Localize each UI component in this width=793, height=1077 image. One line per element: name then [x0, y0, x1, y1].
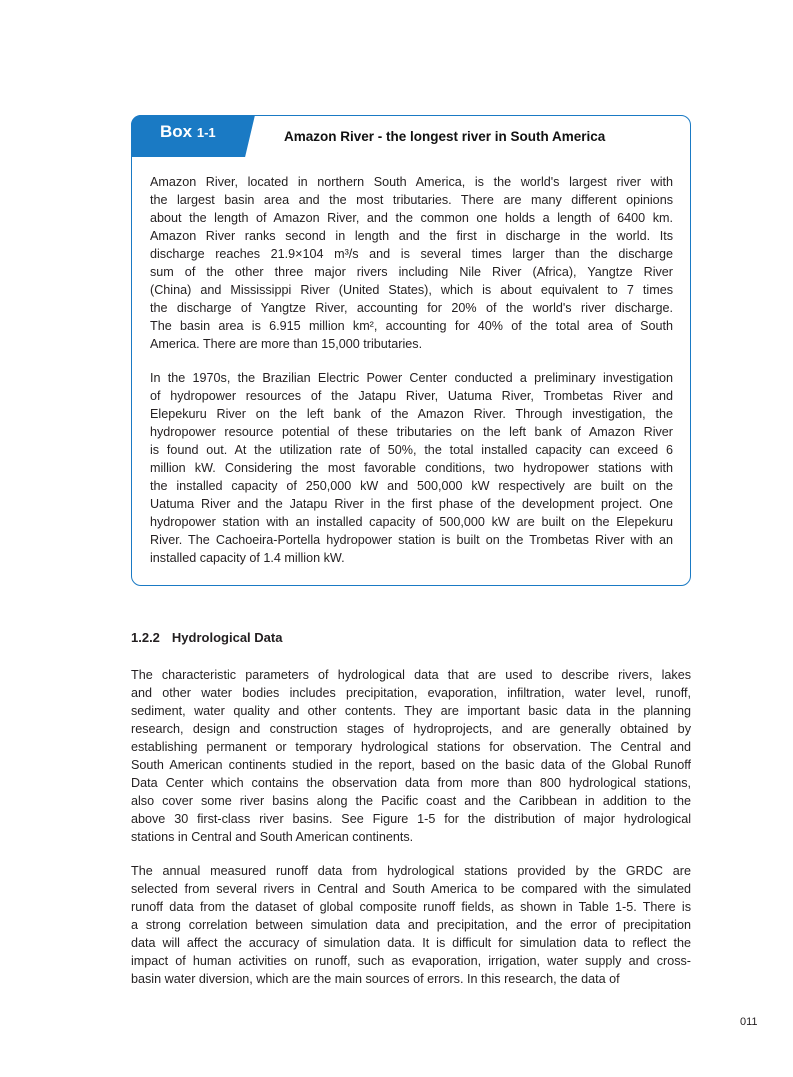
text-line: discharge reaches 21.9×104 m³/s and is several times larger than the discharge	[150, 247, 673, 261]
text-line: also cover some river basins along the Pacific coast and the Caribbean in addition to the	[131, 794, 691, 808]
text-line: Elepekuru River on the left bank of the Amazon River. Through investigation, the	[150, 407, 673, 421]
text-line: The characteristic parameters of hydrological data that are used to describe rivers, lakes	[131, 668, 691, 682]
text-line: a strong correlation between simulation data and precipitation, and the error of precipitation	[131, 918, 691, 932]
text-line: Uatuma River and the Jatapu River in the first phase of the development project. One	[150, 497, 673, 511]
text-line: runoff data from the dataset of global composite runoff fields, as shown in Table 1-5. There is	[131, 900, 691, 914]
text-line: of hydropower resources of the Jatapu River, Uatuma River, Trombetas River and	[150, 389, 673, 403]
text-line: Amazon River, located in northern South America, is the world's largest river with	[150, 175, 673, 189]
box-label-text: Box	[160, 122, 193, 141]
text-line: (China) and Mississippi River (United States), which is about equivalent to 7 times	[150, 283, 673, 297]
text-line: research, design and construction stages of hydroprojects, and are generally obtained by	[131, 722, 691, 736]
text-line: hydropower station with an installed capacity of 500,000 kW are built on the Elepekuru	[150, 515, 673, 529]
text-line: selected from several rivers in Central and South America to be compared with the simulated	[131, 882, 691, 896]
section-heading	[131, 630, 282, 645]
info-box	[131, 115, 691, 586]
text-line: Data Center which contains the observation data from more than 800 hydrological stations,	[131, 776, 691, 790]
text-line: the discharge of Yangtze River, accounting for 20% of the world's river discharge.	[150, 301, 673, 315]
text-line: The annual measured runoff data from hydrological stations provided by the GRDC are	[131, 864, 691, 878]
box-label	[160, 122, 216, 142]
text-line: million kW. Considering the most favorable conditions, two hydropower stations with	[150, 461, 673, 475]
box-number: 1-1	[196, 125, 216, 140]
text-line: In the 1970s, the Brazilian Electric Power Center conducted a preliminary investigation	[150, 371, 673, 385]
text-line: data will affect the accuracy of simulation data. It is difficult for simulation data to reflect the	[131, 936, 691, 950]
text-line: establishing permanent or temporary hydrological stations for observation. The Central and	[131, 740, 691, 754]
text-line: Amazon River ranks second in length and the first in discharge in the world. Its	[150, 229, 673, 243]
text-line: impact of human activities on runoff, such as evaporation, irrigation, water supply and cross-	[131, 954, 691, 968]
box-title: Amazon River - the longest river in South America	[284, 129, 606, 144]
text-line: hydropower resource potential of these tributaries on the left bank of Amazon River	[150, 425, 673, 439]
text-line: America. There are more than 15,000 tributaries.	[150, 337, 423, 351]
text-line: basin water diversion, which are the main sources of errors. In this research, the data of	[131, 972, 620, 986]
text-line: the installed capacity of 250,000 kW and 500,000 kW respectively are built on the	[150, 479, 673, 493]
text-line: is found out. At the utilization rate of 50%, the total installed capacity can exceed 6	[150, 443, 673, 457]
text-line: stations in Central and South American continents.	[131, 830, 414, 844]
box-paragraph	[150, 369, 673, 567]
page-number: 011	[740, 1016, 758, 1028]
body-paragraph	[131, 666, 691, 846]
text-line: The basin area is 6.915 million km², accounting for 40% of the total area of South	[150, 319, 673, 333]
text-line: above 30 first-class river basins. See Figure 1-5 for the distribution of major hydrological	[131, 812, 691, 826]
text-line: installed capacity of 1.4 million kW.	[150, 551, 345, 565]
text-line: sum of the other three major rivers including Nile River (Africa), Yangtze River	[150, 265, 673, 279]
text-line: sediment, water quality and other contents. They are important basic data in the planning	[131, 704, 691, 718]
section-title: Hydrological Data	[171, 630, 283, 645]
text-line: the largest basin area and the most tributaries. There are many different opinions	[150, 193, 673, 207]
section-number: 1.2.2	[131, 630, 160, 645]
text-line: and other water bodies includes precipitation, evaporation, infiltration, water level, runoff,	[131, 686, 691, 700]
box-paragraph	[150, 173, 673, 353]
text-line: about the length of Amazon River, and the common one holds a length of 6400 km.	[150, 211, 673, 225]
body-paragraph	[131, 862, 691, 988]
text-line: South American continents studied in the report, based on the basic data of the Global Runoff	[131, 758, 691, 772]
text-line: River. The Cachoeira-Portella hydropower station is built on the Trombetas River with an	[150, 533, 673, 547]
